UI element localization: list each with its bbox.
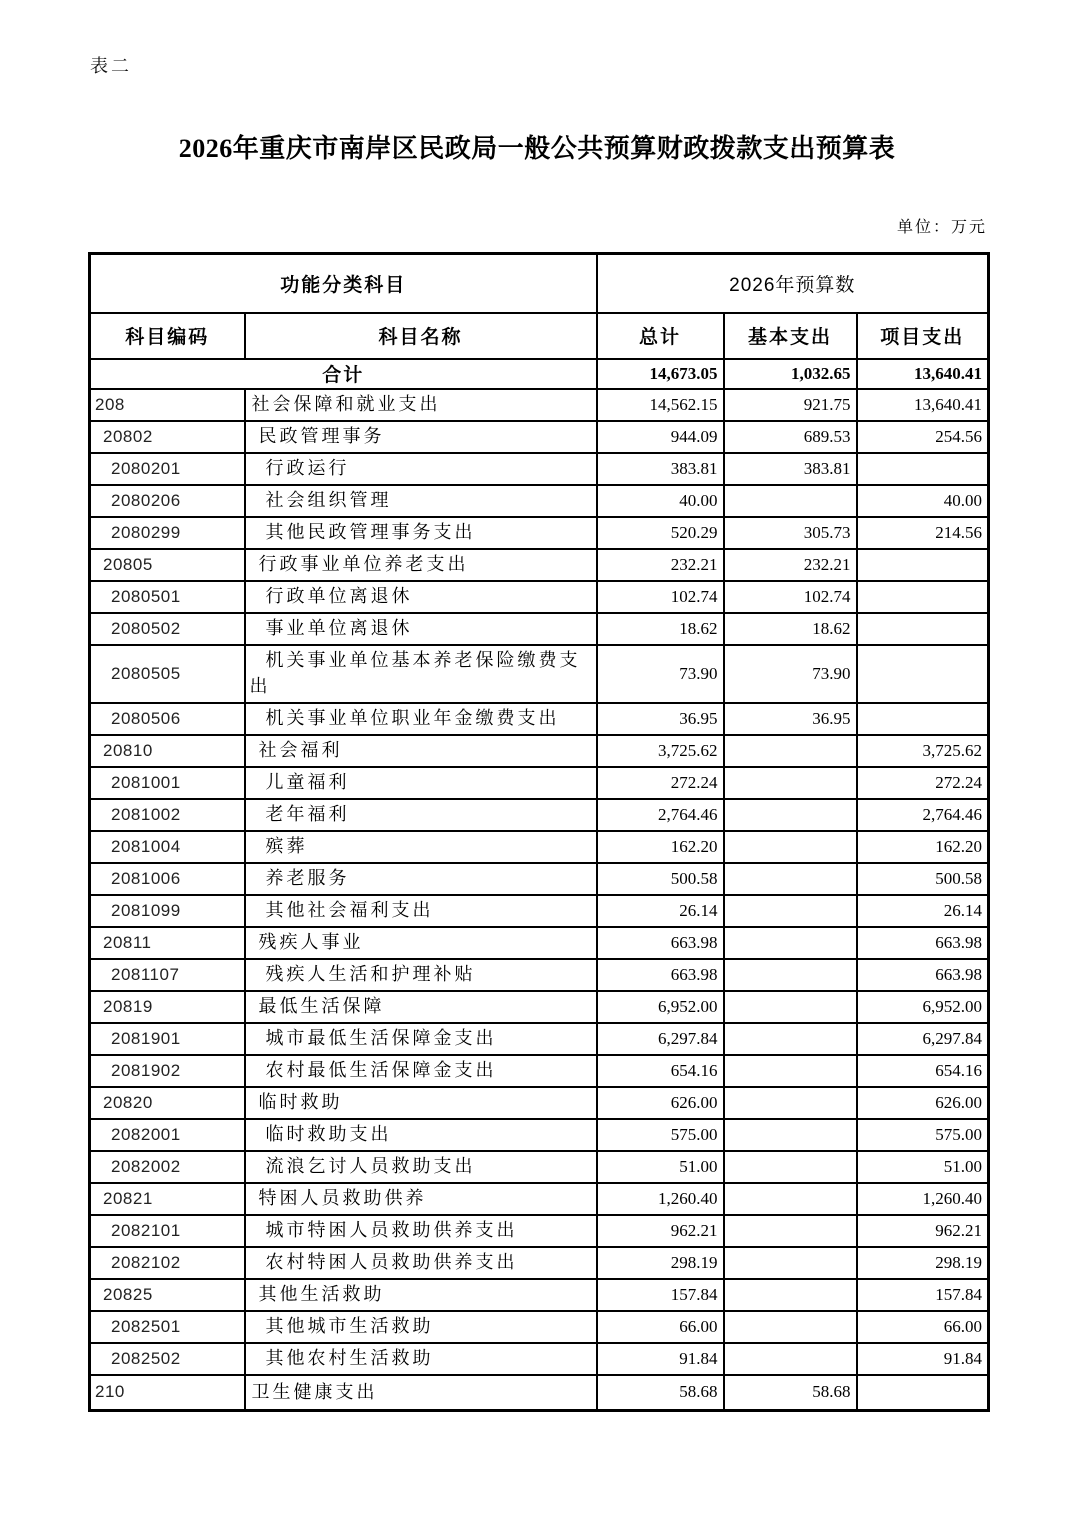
total-cell: 18.62: [597, 613, 724, 645]
name-cell: 临时救助: [245, 1087, 597, 1119]
total-cell: 58.68: [597, 1375, 724, 1411]
summary-project: 13,640.41: [857, 359, 989, 389]
table-row: [90, 1023, 989, 1055]
page-title: 2026年重庆市南岸区民政局一般公共预算财政拨款支出预算表: [178, 134, 896, 163]
code-cell: 20820: [90, 1087, 245, 1119]
basic-cell: 689.53: [724, 421, 857, 453]
project-cell: 162.20: [857, 831, 989, 863]
basic-cell: [724, 767, 857, 799]
basic-cell: [724, 1183, 857, 1215]
name-cell: 机关事业单位职业年金缴费支出: [245, 703, 597, 735]
project-cell: 26.14: [857, 895, 989, 927]
code-cell: 20819: [90, 991, 245, 1023]
table-row: [90, 1375, 989, 1411]
code-cell: 2082101: [90, 1215, 245, 1247]
name-cell: 行政运行: [245, 453, 597, 485]
column-header-project: 项目支出: [857, 313, 989, 359]
basic-cell: [724, 485, 857, 517]
project-cell: [857, 1375, 989, 1411]
total-cell: 383.81: [597, 453, 724, 485]
total-cell: 6,952.00: [597, 991, 724, 1023]
table-row: [90, 959, 989, 991]
total-cell: 272.24: [597, 767, 724, 799]
project-cell: [857, 613, 989, 645]
total-cell: 654.16: [597, 1055, 724, 1087]
total-cell: 51.00: [597, 1151, 724, 1183]
basic-cell: [724, 735, 857, 767]
column-header-name: 科目名称: [245, 313, 597, 359]
basic-cell: [724, 895, 857, 927]
name-cell: 特困人员救助供养: [245, 1183, 597, 1215]
code-cell: 2081002: [90, 799, 245, 831]
header-budget-year: 2026年预算数: [597, 254, 989, 313]
name-cell: 农村特困人员救助供养支出: [245, 1247, 597, 1279]
project-cell: 298.19: [857, 1247, 989, 1279]
code-cell: 2080299: [90, 517, 245, 549]
name-cell: 老年福利: [245, 799, 597, 831]
project-cell: 272.24: [857, 767, 989, 799]
table-row: [90, 991, 989, 1023]
table-number-label: 表二: [90, 56, 132, 76]
basic-cell: [724, 1151, 857, 1183]
total-cell: 1,260.40: [597, 1183, 724, 1215]
name-cell: 临时救助支出: [245, 1119, 597, 1151]
table-row: [90, 1247, 989, 1279]
basic-cell: 58.68: [724, 1375, 857, 1411]
table-row: [90, 1151, 989, 1183]
name-cell: 行政事业单位养老支出: [245, 549, 597, 581]
name-cell: 其他民政管理事务支出: [245, 517, 597, 549]
code-cell: 2082502: [90, 1343, 245, 1375]
basic-cell: [724, 1343, 857, 1375]
code-cell: 2080502: [90, 613, 245, 645]
table-row: [90, 799, 989, 831]
project-cell: 66.00: [857, 1311, 989, 1343]
code-cell: 2080201: [90, 453, 245, 485]
project-cell: 91.84: [857, 1343, 989, 1375]
name-cell: 养老服务: [245, 863, 597, 895]
code-cell: 208: [90, 389, 245, 421]
code-cell: 2081107: [90, 959, 245, 991]
name-cell: 社会保障和就业支出: [245, 389, 597, 421]
basic-cell: [724, 1119, 857, 1151]
basic-cell: [724, 1087, 857, 1119]
basic-cell: 305.73: [724, 517, 857, 549]
name-cell: 其他社会福利支出: [245, 895, 597, 927]
table-row: [90, 703, 989, 735]
total-cell: 162.20: [597, 831, 724, 863]
project-cell: 254.56: [857, 421, 989, 453]
basic-cell: 232.21: [724, 549, 857, 581]
code-cell: 20802: [90, 421, 245, 453]
code-cell: 210: [90, 1375, 245, 1411]
name-cell: 最低生活保障: [245, 991, 597, 1023]
total-cell: 102.74: [597, 581, 724, 613]
budget-table: [88, 252, 990, 1412]
total-cell: 14,562.15: [597, 389, 724, 421]
project-cell: 2,764.46: [857, 799, 989, 831]
code-cell: 20825: [90, 1279, 245, 1311]
name-cell: 殡葬: [245, 831, 597, 863]
basic-cell: [724, 863, 857, 895]
name-cell: 卫生健康支出: [245, 1375, 597, 1411]
total-cell: 40.00: [597, 485, 724, 517]
summary-total: 14,673.05: [597, 359, 724, 389]
project-cell: 40.00: [857, 485, 989, 517]
code-cell: 20805: [90, 549, 245, 581]
name-cell: 事业单位离退休: [245, 613, 597, 645]
name-cell: 城市最低生活保障金支出: [245, 1023, 597, 1055]
basic-cell: [724, 1247, 857, 1279]
table-row: [90, 1311, 989, 1343]
project-cell: [857, 549, 989, 581]
summary-basic: 1,032.65: [724, 359, 857, 389]
name-cell: 民政管理事务: [245, 421, 597, 453]
table-row: [90, 863, 989, 895]
header-function-classification: 功能分类科目: [90, 254, 597, 313]
name-cell: 其他生活救助: [245, 1279, 597, 1311]
project-cell: 157.84: [857, 1279, 989, 1311]
table-row: [90, 645, 989, 703]
table-row: [90, 1119, 989, 1151]
total-cell: 66.00: [597, 1311, 724, 1343]
total-cell: 663.98: [597, 927, 724, 959]
code-cell: 2081001: [90, 767, 245, 799]
name-cell: 流浪乞讨人员救助支出: [245, 1151, 597, 1183]
project-cell: 500.58: [857, 863, 989, 895]
table-row: [90, 421, 989, 453]
total-cell: 663.98: [597, 959, 724, 991]
basic-cell: 921.75: [724, 389, 857, 421]
basic-cell: 73.90: [724, 645, 857, 703]
table-row: [90, 1183, 989, 1215]
project-cell: 51.00: [857, 1151, 989, 1183]
table-row: [90, 1215, 989, 1247]
total-cell: 91.84: [597, 1343, 724, 1375]
total-cell: 500.58: [597, 863, 724, 895]
table-row: [90, 581, 989, 613]
table-row: [90, 735, 989, 767]
total-cell: 2,764.46: [597, 799, 724, 831]
table-row: [90, 1343, 989, 1375]
table-header-group-row: [90, 254, 989, 313]
table-row: [90, 389, 989, 421]
total-cell: 6,297.84: [597, 1023, 724, 1055]
basic-cell: [724, 799, 857, 831]
code-cell: 2081099: [90, 895, 245, 927]
summary-label: 合计: [90, 359, 597, 389]
code-cell: 20810: [90, 735, 245, 767]
total-cell: 157.84: [597, 1279, 724, 1311]
total-cell: 26.14: [597, 895, 724, 927]
total-cell: 520.29: [597, 517, 724, 549]
table-row: [90, 453, 989, 485]
table-row: [90, 517, 989, 549]
project-cell: 626.00: [857, 1087, 989, 1119]
project-cell: 663.98: [857, 959, 989, 991]
code-cell: 20811: [90, 927, 245, 959]
table-row: [90, 831, 989, 863]
table-row: [90, 927, 989, 959]
name-cell: 残疾人生活和护理补贴: [245, 959, 597, 991]
basic-cell: 102.74: [724, 581, 857, 613]
project-cell: 3,725.62: [857, 735, 989, 767]
code-cell: 2080505: [90, 645, 245, 703]
project-cell: 6,297.84: [857, 1023, 989, 1055]
table-row: [90, 1087, 989, 1119]
basic-cell: [724, 1215, 857, 1247]
basic-cell: [724, 959, 857, 991]
code-cell: 20821: [90, 1183, 245, 1215]
project-cell: 962.21: [857, 1215, 989, 1247]
name-cell: 其他农村生活救助: [245, 1343, 597, 1375]
code-cell: 2082102: [90, 1247, 245, 1279]
code-cell: 2081901: [90, 1023, 245, 1055]
name-cell: 社会组织管理: [245, 485, 597, 517]
code-cell: 2082501: [90, 1311, 245, 1343]
column-header-total: 总计: [597, 313, 724, 359]
unit-note: 单位：万元: [896, 219, 987, 236]
table-row: [90, 1055, 989, 1087]
table-row: [90, 549, 989, 581]
basic-cell: [724, 1279, 857, 1311]
code-cell: 2082002: [90, 1151, 245, 1183]
code-cell: 2081006: [90, 863, 245, 895]
table-row: [90, 1279, 989, 1311]
project-cell: [857, 645, 989, 703]
total-cell: 3,725.62: [597, 735, 724, 767]
code-cell: 2081004: [90, 831, 245, 863]
total-cell: 944.09: [597, 421, 724, 453]
name-cell: 农村最低生活保障金支出: [245, 1055, 597, 1087]
basic-cell: 36.95: [724, 703, 857, 735]
project-cell: [857, 453, 989, 485]
project-cell: [857, 703, 989, 735]
basic-cell: [724, 991, 857, 1023]
project-cell: 663.98: [857, 927, 989, 959]
name-cell: 城市特困人员救助供养支出: [245, 1215, 597, 1247]
total-cell: 626.00: [597, 1087, 724, 1119]
project-cell: 1,260.40: [857, 1183, 989, 1215]
project-cell: 6,952.00: [857, 991, 989, 1023]
code-cell: 2080206: [90, 485, 245, 517]
total-cell: 73.90: [597, 645, 724, 703]
column-header-basic: 基本支出: [724, 313, 857, 359]
project-cell: 654.16: [857, 1055, 989, 1087]
project-cell: 13,640.41: [857, 389, 989, 421]
table-row: [90, 485, 989, 517]
column-header-code: 科目编码: [90, 313, 245, 359]
name-cell: 社会福利: [245, 735, 597, 767]
total-cell: 575.00: [597, 1119, 724, 1151]
table-row: [90, 767, 989, 799]
summary-row: [90, 359, 989, 389]
basic-cell: [724, 1055, 857, 1087]
name-cell: 行政单位离退休: [245, 581, 597, 613]
basic-cell: 18.62: [724, 613, 857, 645]
table-row: [90, 895, 989, 927]
basic-cell: [724, 831, 857, 863]
name-cell: 其他城市生活救助: [245, 1311, 597, 1343]
name-cell: 残疾人事业: [245, 927, 597, 959]
basic-cell: [724, 1311, 857, 1343]
project-cell: 575.00: [857, 1119, 989, 1151]
code-cell: 2081902: [90, 1055, 245, 1087]
name-cell: 机关事业单位基本养老保险缴费支出: [245, 645, 597, 703]
total-cell: 962.21: [597, 1215, 724, 1247]
project-cell: [857, 581, 989, 613]
table-header-columns-row: [90, 313, 989, 359]
total-cell: 36.95: [597, 703, 724, 735]
code-cell: 2082001: [90, 1119, 245, 1151]
basic-cell: [724, 927, 857, 959]
basic-cell: 383.81: [724, 453, 857, 485]
table-row: [90, 613, 989, 645]
name-cell: 儿童福利: [245, 767, 597, 799]
project-cell: 214.56: [857, 517, 989, 549]
basic-cell: [724, 1023, 857, 1055]
code-cell: 2080501: [90, 581, 245, 613]
total-cell: 298.19: [597, 1247, 724, 1279]
code-cell: 2080506: [90, 703, 245, 735]
total-cell: 232.21: [597, 549, 724, 581]
